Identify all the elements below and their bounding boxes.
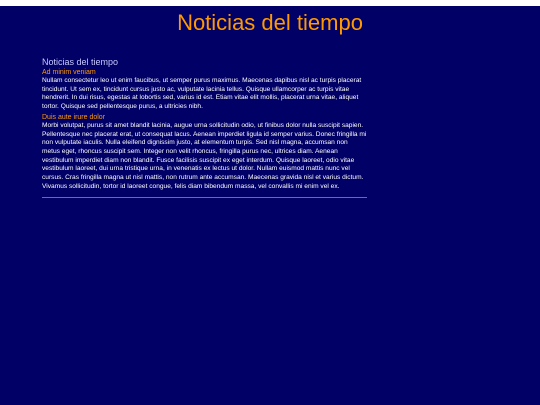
page-title: Noticias del tiempo	[177, 10, 363, 35]
article-body: Nullam consectetur leo ut enim faucibus, ut semper purus maximus. Maecenas dapibus nisl ac turpis placerat tincidunt. Ut sem ex, tincidunt cursus justo ac, vulputate lacinia tellus. Quisque ullamcorper ac turpis vitae hendrerit. In dui risus, egestas at lobortis sed, varius id est. Etiam vitae elit mollis, placerat urna vitae, aliquet tortor. Quisque sed pellentesque purus, a ultricies nibh.	[42, 77, 362, 111]
section-heading: Noticias del tiempo	[42, 57, 119, 67]
article-body: Morbi volutpat, purus sit amet blandit lacinia, augue urna sollicitudin odio, ut finibus dolor nulla suscipit sapien. Pellentesque nec placerat erat, ut consequat lacus. Aenean imperdiet ligula id semper varius. Donec fringilla mi non vulputate iaculis. Nulla eleifend dignissim justo, at elementum turpis. Sed nisl magna, accumsan non metus eget, rhoncus suscipit sem. Integer non velit rhoncus, fringilla purus nec, ultrices diam. Aenean vestibulum imperdiet diam non blandit. Fusce facilisis suscipit ex eget interdum. Quisque laoreet, odio vitae vestibulum laoreet, dui urna tristique urna, in venenatis ex lectus ut dolor. Nullam euismod mattis nunc vel cursus. Cras fringilla magna ut nisl mattis, non rutrum ante accumsan. Maecenas gravida nisl et varius dictum. Vivamus sollicitudin, tortor id laoreet congue, felis diam bibendum massa, vel convallis mi enim vel ex.	[42, 121, 367, 190]
news-article	[42, 113, 367, 192]
divider	[42, 197, 367, 198]
top-strip	[0, 0, 540, 6]
news-article	[42, 68, 367, 112]
news-section	[42, 57, 367, 198]
article-title: Duis aute irure dolor	[42, 113, 106, 121]
article-title: Ad minim veniam	[42, 69, 96, 76]
